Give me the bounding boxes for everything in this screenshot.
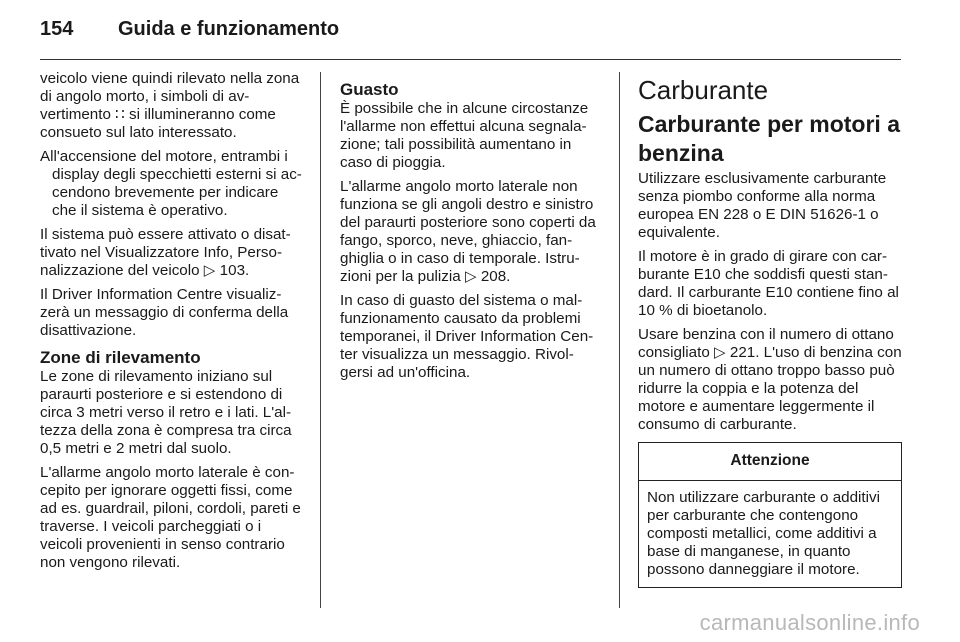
page-header bbox=[40, 18, 339, 48]
paragraph: Usare benzina con il numero di ottano consigliato ▷ 221. L'uso di benzina con un numero di ottano troppo basso può ridurre la coppia e la potenza del motore e aumentare leggermente il consumo di carburante. bbox=[638, 326, 902, 433]
paragraph: In caso di guasto del sistema o mal-funzionamento causato da problemi temporanei, il Driver Information Cen-ter visualizza un messaggio. Rivol-gersi ad un'officina. bbox=[340, 292, 594, 381]
column-divider-1 bbox=[320, 72, 321, 608]
header-divider bbox=[40, 59, 901, 60]
column-1 bbox=[40, 70, 304, 578]
paragraph: Le zone di rilevamento iniziano sul paraurti posteriore e si estendono di circa 3 metri verso il retro e i lati. L'al-tezza della zona è compresa tra circa 0,5 metri e 2 metri dal suolo. bbox=[40, 368, 292, 457]
column-divider-2 bbox=[619, 72, 620, 608]
warning-title: Attenzione bbox=[639, 443, 901, 481]
paragraph: È possibile che in alcune circostanze l'allarme non effettui alcuna segnala-zione; tali possibilità aumentano in caso di pioggia. bbox=[340, 100, 589, 171]
section-title: Guida e funzionamento bbox=[118, 18, 340, 40]
column-2 bbox=[340, 70, 604, 388]
warning-body: Non utilizzare carburante o additivi per carburante che contengono composti metallici, come additivi a base di manganese, in quanto possono danneggiare il motore. bbox=[647, 489, 880, 578]
heading-zone-di-rilevamento: Zone di rilevamento bbox=[40, 348, 201, 367]
page-number: 154 bbox=[40, 18, 74, 40]
paragraph: All'accensione del motore, entrambi i display degli specchietti esterni si ac-cendono brevemente per indicare che il sistema è operativo. bbox=[40, 148, 302, 219]
paragraph: veicolo viene quindi rilevato nella zona di angolo morto, i simboli di av-vertimento ∷ si illumineranno come consueto sul lato interessato. bbox=[40, 70, 300, 141]
paragraph: Il Driver Information Centre visualiz-zerà un messaggio di conferma della disattivazione. bbox=[40, 286, 289, 339]
warning-box bbox=[638, 442, 902, 588]
paragraph: Il motore è in grado di girare con car-burante E10 che soddisfi questi stan-dard. Il carburante E10 contiene fino al 10 % di bioetanolo. bbox=[638, 248, 899, 319]
watermark: carmanualsonline.info bbox=[699, 610, 920, 635]
paragraph: L'allarme angolo morto laterale non funziona se gli angoli destro e sinistro del paraurti posteriore sono coperti da fango, sporco, neve, ghiaccio, fan-ghiglia o in caso di temporale. Istru-zioni per la pulizia ▷ 208. bbox=[340, 178, 596, 285]
paragraph: L'allarme angolo morto laterale è con-cepito per ignorare oggetti fissi, come ad es. guardrail, piloni, cordoli, pareti e traverse. I veicoli parcheggiati o i veicoli provenienti in senso contrario non vengono rilevati. bbox=[40, 464, 301, 571]
column-3 bbox=[638, 70, 902, 588]
paragraph: Il sistema può essere attivato o disat-tivato nel Visualizzatore Info, Perso-nalizzazione del veicolo ▷ 103. bbox=[40, 226, 291, 279]
paragraph: Utilizzare esclusivamente carburante senza piombo conforme alla norma europea EN 228 o E DIN 51626-1 o equivalente. bbox=[638, 170, 887, 241]
heading-carburante-benzina: Carburante per motori a benzina bbox=[638, 111, 900, 166]
heading-guasto: Guasto bbox=[340, 80, 399, 99]
heading-carburante: Carburante bbox=[638, 75, 769, 105]
